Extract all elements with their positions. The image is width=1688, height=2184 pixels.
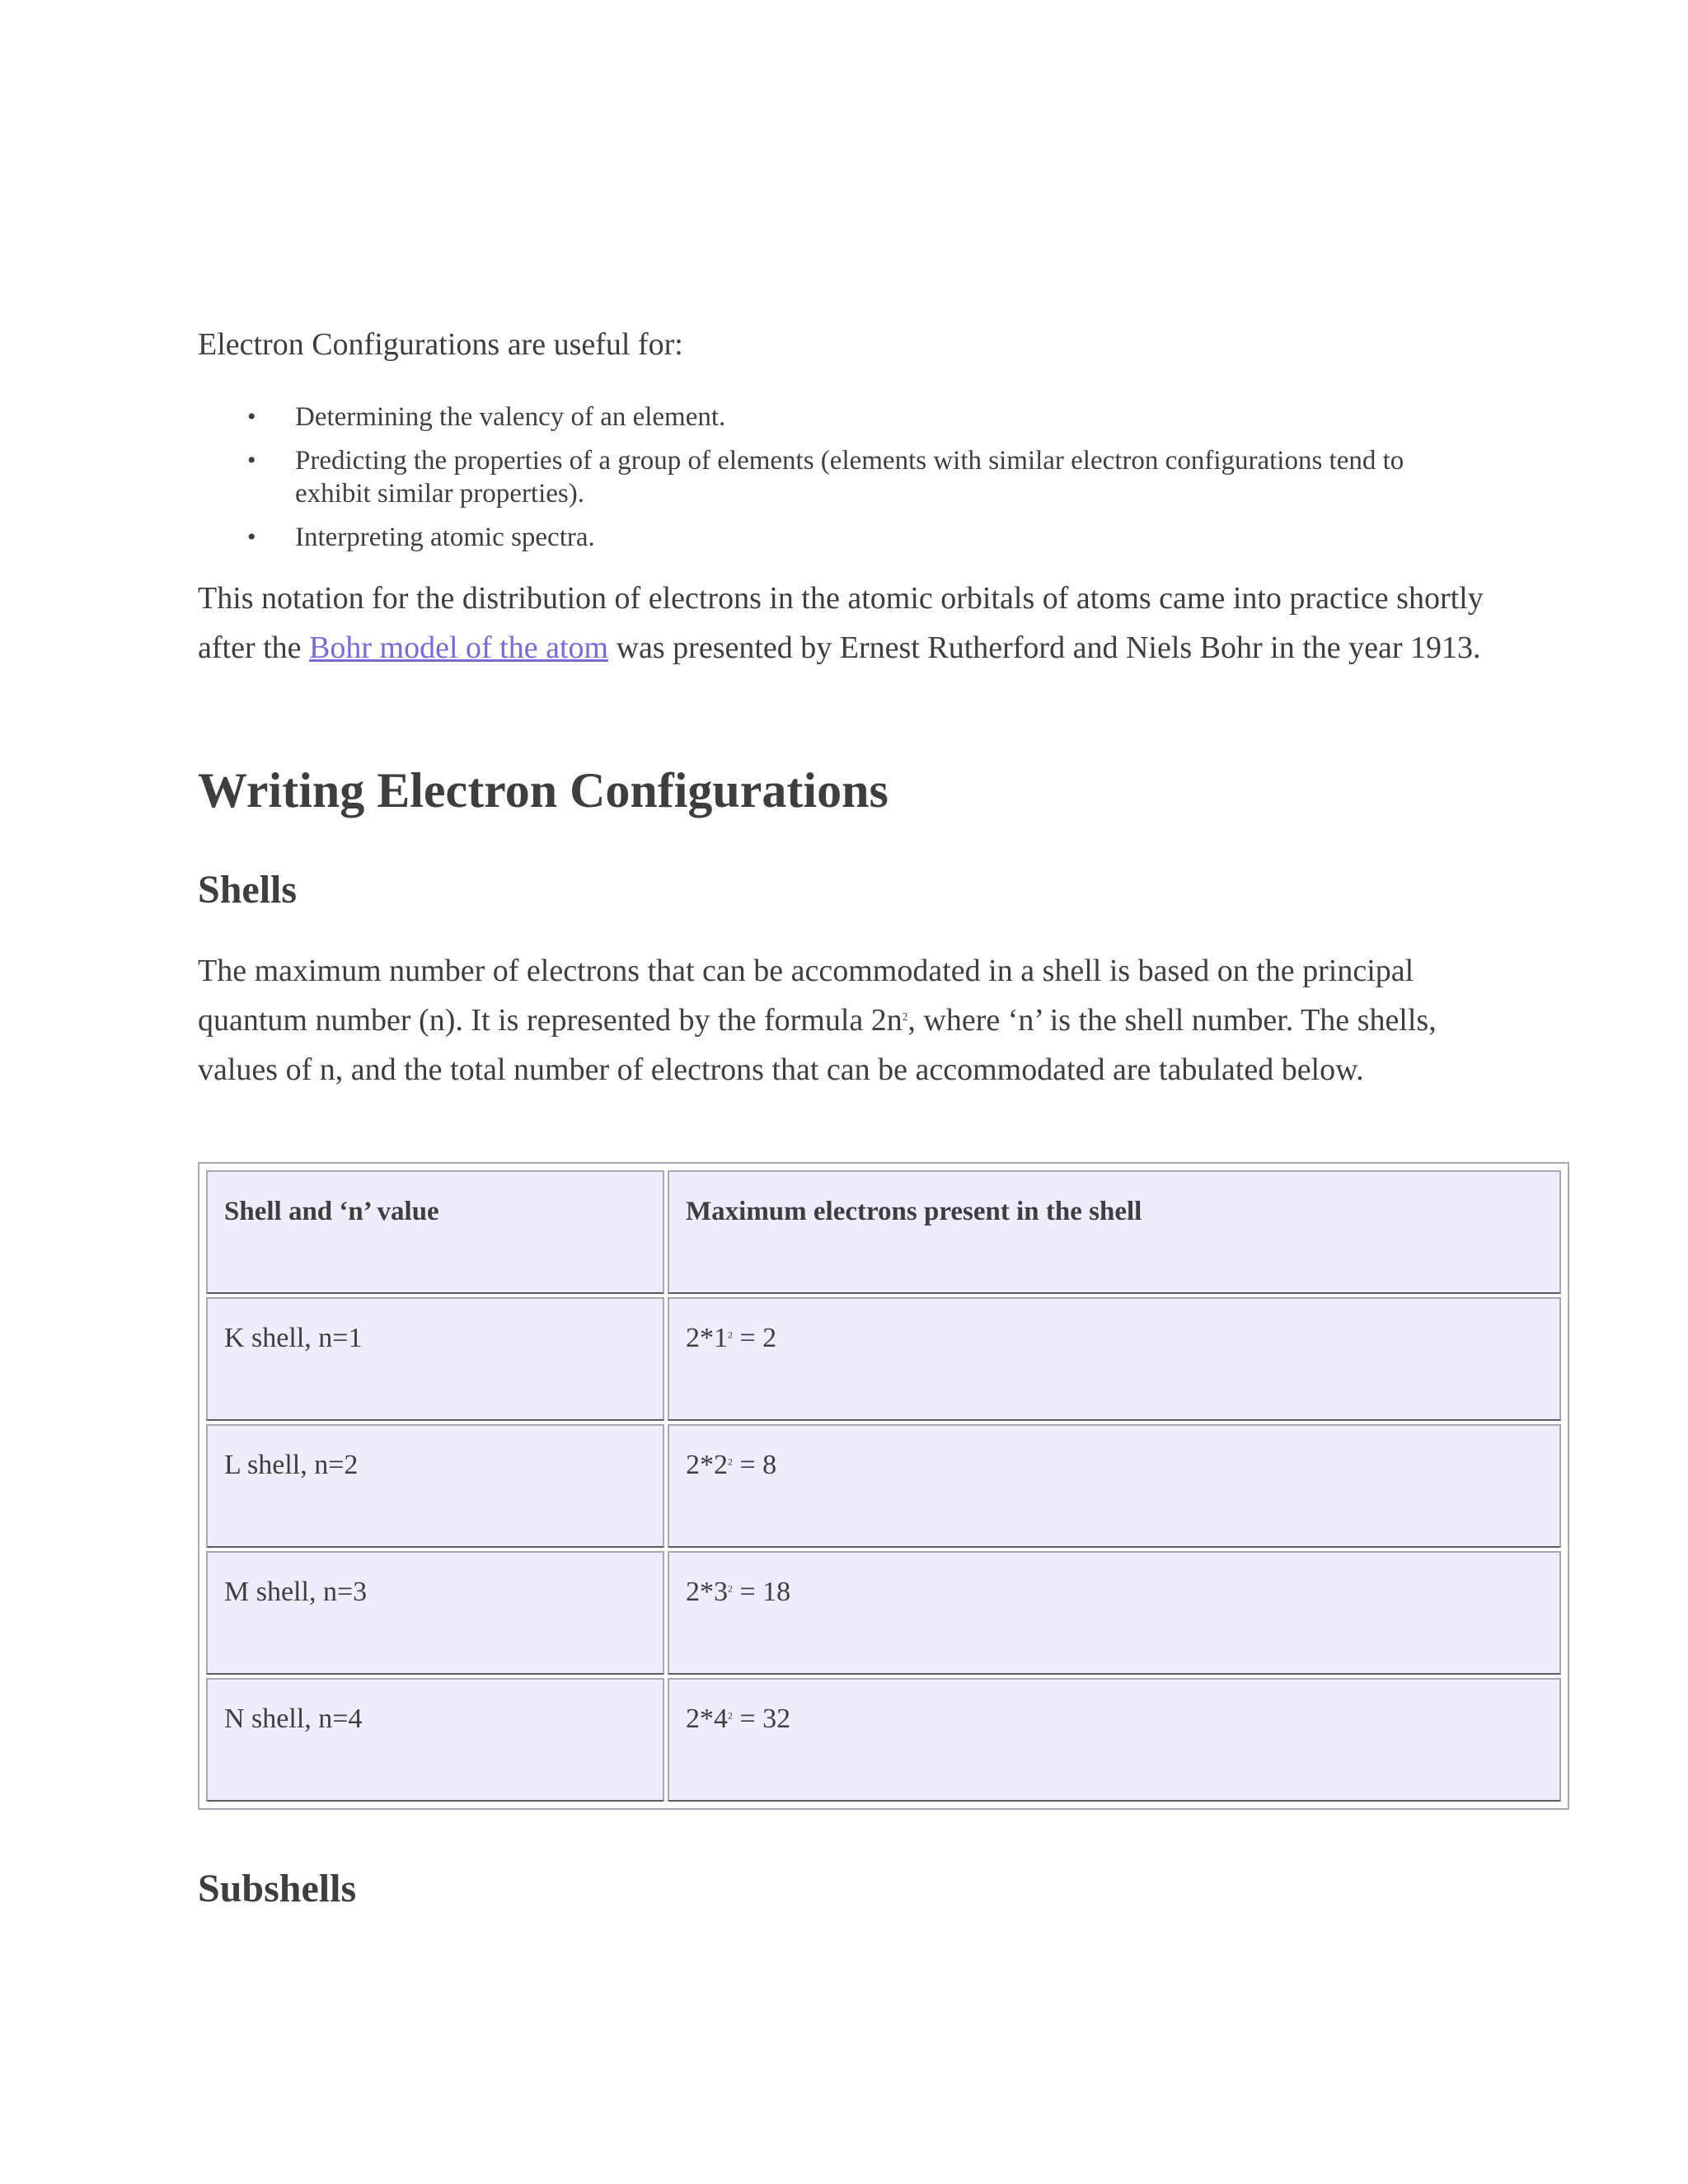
paragraph-text: was presented by Ernest Rutherford and Niels Bohr in the year 1913. [608,630,1481,665]
list-item-text: Determining the valency of an element. [295,402,726,432]
bohr-model-link[interactable]: Bohr model of the atom [309,630,609,665]
formula-base: 2*1 [686,1323,728,1353]
table-row [206,1678,1561,1802]
paragraph-text: , where ‘n’ is the shell number. The shells, values of n, and the total number of electrons that can be accommodated are tabulated below. [198,1003,1437,1087]
shell-cell: L shell, n=2 [206,1424,664,1548]
uses-list [198,401,1484,565]
bohr-paragraph [198,574,1517,673]
shells-paragraph [198,946,1517,1094]
intro-text: Electron Configurations are useful for: [198,327,683,362]
header-cell-max-electrons: Maximum electrons present in the shell [668,1170,1561,1294]
paragraph-text: This notation for the distribution of electrons in the atomic orbitals of atoms came into practice shortly after the [198,581,1484,665]
shell-cell: K shell, n=1 [206,1297,664,1421]
list-item [198,521,1484,554]
formula-base: 2*3 [686,1577,728,1607]
table-header-row [206,1170,1561,1294]
electrons-cell [668,1297,1561,1421]
section-title: Writing Electron Configurations [198,763,889,818]
shell-cell: M shell, n=3 [206,1551,664,1675]
table-row [206,1297,1561,1421]
shells-heading: Shells [198,868,298,912]
list-item [198,401,1484,434]
list-item-text: Predicting the properties of a group of elements (elements with similar electron configurations tend to exhibit similar properties). [295,446,1404,509]
list-item [198,444,1484,510]
superscript: 2 [728,1582,733,1595]
electrons-cell [668,1424,1561,1548]
list-item-text: Interpreting atomic spectra. [295,523,595,552]
formula-result: = 8 [732,1450,777,1480]
table-row [206,1424,1561,1548]
subshells-heading: Subshells [198,1867,357,1910]
formula-result: = 32 [732,1704,791,1734]
shells-table [203,1167,1564,1805]
electrons-cell [668,1678,1561,1802]
superscript: 2 [728,1709,733,1722]
superscript: 2 [728,1455,733,1468]
paragraph-text: The maximum number of electrons that can be accommodated in a shell is based on the principal quantum number (n). It is represented by the formula 2n [198,954,1414,1038]
formula-result: = 2 [732,1323,777,1353]
shell-cell: N shell, n=4 [206,1678,664,1802]
formula-result: = 18 [732,1577,791,1607]
bullet-icon: • [247,447,256,474]
bullet-icon: • [247,523,256,551]
formula-base: 2*4 [686,1704,728,1734]
table-row [206,1551,1561,1675]
bullet-icon: • [247,403,256,430]
superscript: 2 [728,1329,733,1341]
shells-table-frame [198,1162,1569,1810]
electrons-cell [668,1551,1561,1675]
superscript: 2 [902,1010,908,1024]
formula-base: 2*2 [686,1450,728,1480]
header-cell-shell: Shell and ‘n’ value [206,1170,664,1294]
